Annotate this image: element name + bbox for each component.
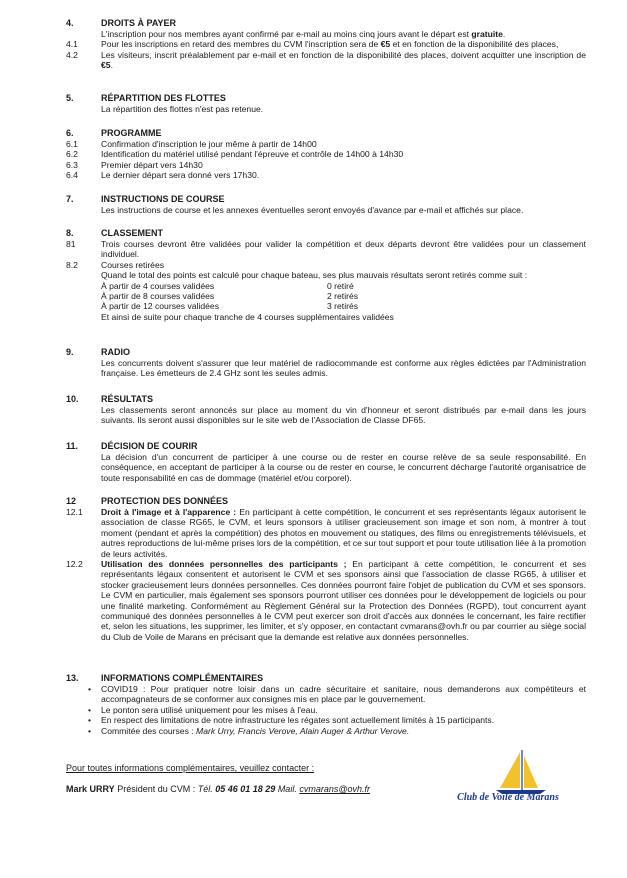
list-item: • Commitée des courses : Mark Urry, Francis Verove, Alain Auger & Arthur Verove. <box>88 725 410 736</box>
paragraph: La décision d'un concurrent de participer à une course ou de rester en course relève de sa seule responsabilité. En conséquence, en acceptant de participer à la course ou de rester en course, le concurrent décharge l'autorité organisatrice de toute responsabilité en cas de dommage (matériel et/ou corporel). <box>101 452 586 483</box>
section-number: 10. <box>66 394 79 404</box>
section-number: 7. <box>66 194 74 204</box>
paragraph: Les instructions de course et les annexes éventuelles seront envoyés d'avance par e-mail et affichés sur place. <box>101 205 524 215</box>
paragraph: Et ainsi de suite pour chaque tranche de 4 courses supplémentaires validées <box>101 311 394 322</box>
table-row: À partir de 12 courses validées 3 retirés <box>101 301 359 312</box>
section-number: 11. <box>66 441 79 451</box>
paragraph: Les visiteurs, inscrit préalablement par e-mail et en fonction de la disponibilité des places, doivent acquitter une inscription de €5. <box>101 49 586 71</box>
section-title: RÉPARTITION DES FLOTTES <box>101 93 226 103</box>
paragraph: La répartition des flottes n'est pas retenue. <box>101 104 264 114</box>
paragraph: Les concurrents doivent s'assurer que leur matériel de radiocommande est conforme aux règles édictées par l'Administration française. Les émetteurs de 2.4 GHz sont les seules admis. <box>101 358 586 379</box>
paragraph: Les classements seront annoncés sur place au moment du vin d'honneur et seront distribués par e-mail dans les jours suivants. Ils seront aussi disponibles sur le site web de l'Association de Classe DF65. <box>101 405 586 426</box>
section-title: CLASSEMENT <box>101 228 164 238</box>
section-classement: 8. CLASSEMENT 81 Trois courses devront être validées pour valider la compétition et deux départs devront être validées pour un classement individuel. 8.2 Courses retirées Quand le total des points est calculé pour chaque bateau, ses plus mauvais résultats seront retirés comme suit : À partir de 4 courses validées 0 retiré À partir de 8 courses validées 2 retirés À partir de 12 courses validées 3 retirés Et ainsi de suite pour chaque tranche de 4 courses supplémentaires validées <box>66 228 586 322</box>
section-number: 8. <box>66 228 74 238</box>
section-number: 13. <box>66 673 79 683</box>
paragraph: Droit à l'image et à l'apparence : En participant à cette compétition, le concurrent et ses représentants légaux autorisent le association de classe RG65, le CVM, et leurs sponsors à utiliser gracieusement son image et son nom, à montrer à tout moment (pendant et après la compétition) des photos en mouvement ou statiques, des films ou enregistrements télévisuels, et autres reproductions de lui-même prises lors de la compétition, et ce sur tout support et pour toute utilisation liée à la promotion de leurs activités. <box>101 507 586 559</box>
section-number: 5. <box>66 93 74 103</box>
sub-number: 12.2 <box>66 559 83 570</box>
section-instructions-de-course <box>66 194 586 215</box>
list-item: • COVID19 : Pour pratiquer notre loisir dans un cadre sécuritaire et sanitaire, nous demanderons aux compétiteurs et accompagnateurs de se conformer aux consignes mis en place par le gouvernement. <box>88 684 586 705</box>
section-title: DÉCISION DE COURIR <box>101 441 198 451</box>
section-number: 9. <box>66 347 74 357</box>
sub-number: 12.1 <box>66 507 83 517</box>
table-row: À partir de 4 courses validées 0 retiré <box>101 280 354 291</box>
section-title: RADIO <box>101 347 130 357</box>
bullet-icon: • <box>88 715 92 726</box>
bullet-icon: • <box>88 704 92 715</box>
paragraph: Utilisation des données personnelles des participants ; En participant à cette compétition, le concurrent et ses représentants légaux consentent et autorisent le CVM et ses sponsors ainsi que l'association de classe RG65, à utiliser et stocker gracieusement leurs données personnelles. Ces données pourront faire l'objet de publication du CVM et ses sponsors. Le CVM en particulier, mais également ses sponsors pourront utiliser ces données pour le développement de logiciels ou pour une finalité marketing. Conformément au Règlement Général sur la Protection des Données (RGPD), tout concurrent ayant communiqué des données personnelles à le CVM peut exercer son droit d'accès aux données le concernant, les faire rectifier et, selon les situations, les supprimer, les limiter, et s'y opposer, en contactant cvmarans@ovh.fr ou par courrier au siège social du Club de Voile de Marans en précisant que la demande est relative aux données personnelles. <box>101 559 586 642</box>
section-title: DROITS À PAYER <box>101 18 177 28</box>
section-title: RÉSULTATS <box>101 394 153 404</box>
section-number: 6. <box>66 128 74 138</box>
table-row: À partir de 8 courses validées 2 retirés <box>101 291 359 302</box>
phone-number: 05 46 01 18 29 <box>215 784 276 794</box>
sailboat-icon <box>438 750 578 794</box>
section-radio <box>66 347 586 379</box>
club-logo <box>438 750 578 812</box>
paragraph: Quand le total des points est calculé pour chaque bateau, ses plus mauvais résultats seront retirés comme suit : <box>101 270 528 281</box>
section-decision-de-courir <box>66 441 586 483</box>
section-title: INSTRUCTIONS DE COURSE <box>101 194 225 204</box>
paragraph: Pour les inscriptions en retard des membres du CVM l'inscription sera de €5 et en fonction de la disponibilité des places, <box>101 39 559 50</box>
section-number: 12 <box>66 496 77 506</box>
list-item: • En respect des limitations de notre infrastructure les régates sont actuellement limités à 15 participants. <box>88 715 495 726</box>
section-droits-a-payer <box>66 18 586 71</box>
section-informations-complementaires <box>66 673 586 736</box>
contact-name: Mark URRY <box>66 784 115 794</box>
bullet-icon: • <box>88 725 92 736</box>
paragraph: L'inscription pour nos membres ayant confirmé par e-mail au moins cinq jours avant le départ est gratuite. <box>101 29 506 39</box>
logo-text: Club de Voile de Marans <box>457 792 559 803</box>
contact-line: Mark URRY Président du CVM : Tél. 05 46 01 18 29 Mail. cvmarans@ovh.fr <box>66 784 370 794</box>
section-resultats <box>66 394 586 426</box>
section-title: PROTECTION DES DONNÉES <box>101 496 229 506</box>
section-title: INFORMATIONS COMPLÉMENTAIRES <box>101 673 264 683</box>
email-link[interactable]: cvmarans@ovh.fr <box>299 784 370 794</box>
section-number: 4. <box>66 18 74 28</box>
contact-heading: Pour toutes informations complémentaires, veuillez contacter : <box>66 763 315 773</box>
sub-number: 4.1 <box>66 39 78 50</box>
section-repartition-des-flottes <box>66 93 586 114</box>
section-title: PROGRAMME <box>101 128 162 138</box>
section-programme: 6. PROGRAMME 6.1 Confirmation d'inscription le jour même à partir de 14h00 6.2 Identification du matériel utilisé pendant l'épreuve et contrôle de 14h00 à 14h30 6.3 Premier départ vers 14h30 6.4 Le dernier départ sera donné vers 17h30. <box>66 128 586 181</box>
bullet-icon: • <box>88 684 92 694</box>
list-item: • Le ponton sera utilisé uniquement pour les mises à l'eau. <box>88 704 318 715</box>
section-protection-des-donnees <box>66 496 586 642</box>
sub-number: 4.2 <box>66 49 78 60</box>
